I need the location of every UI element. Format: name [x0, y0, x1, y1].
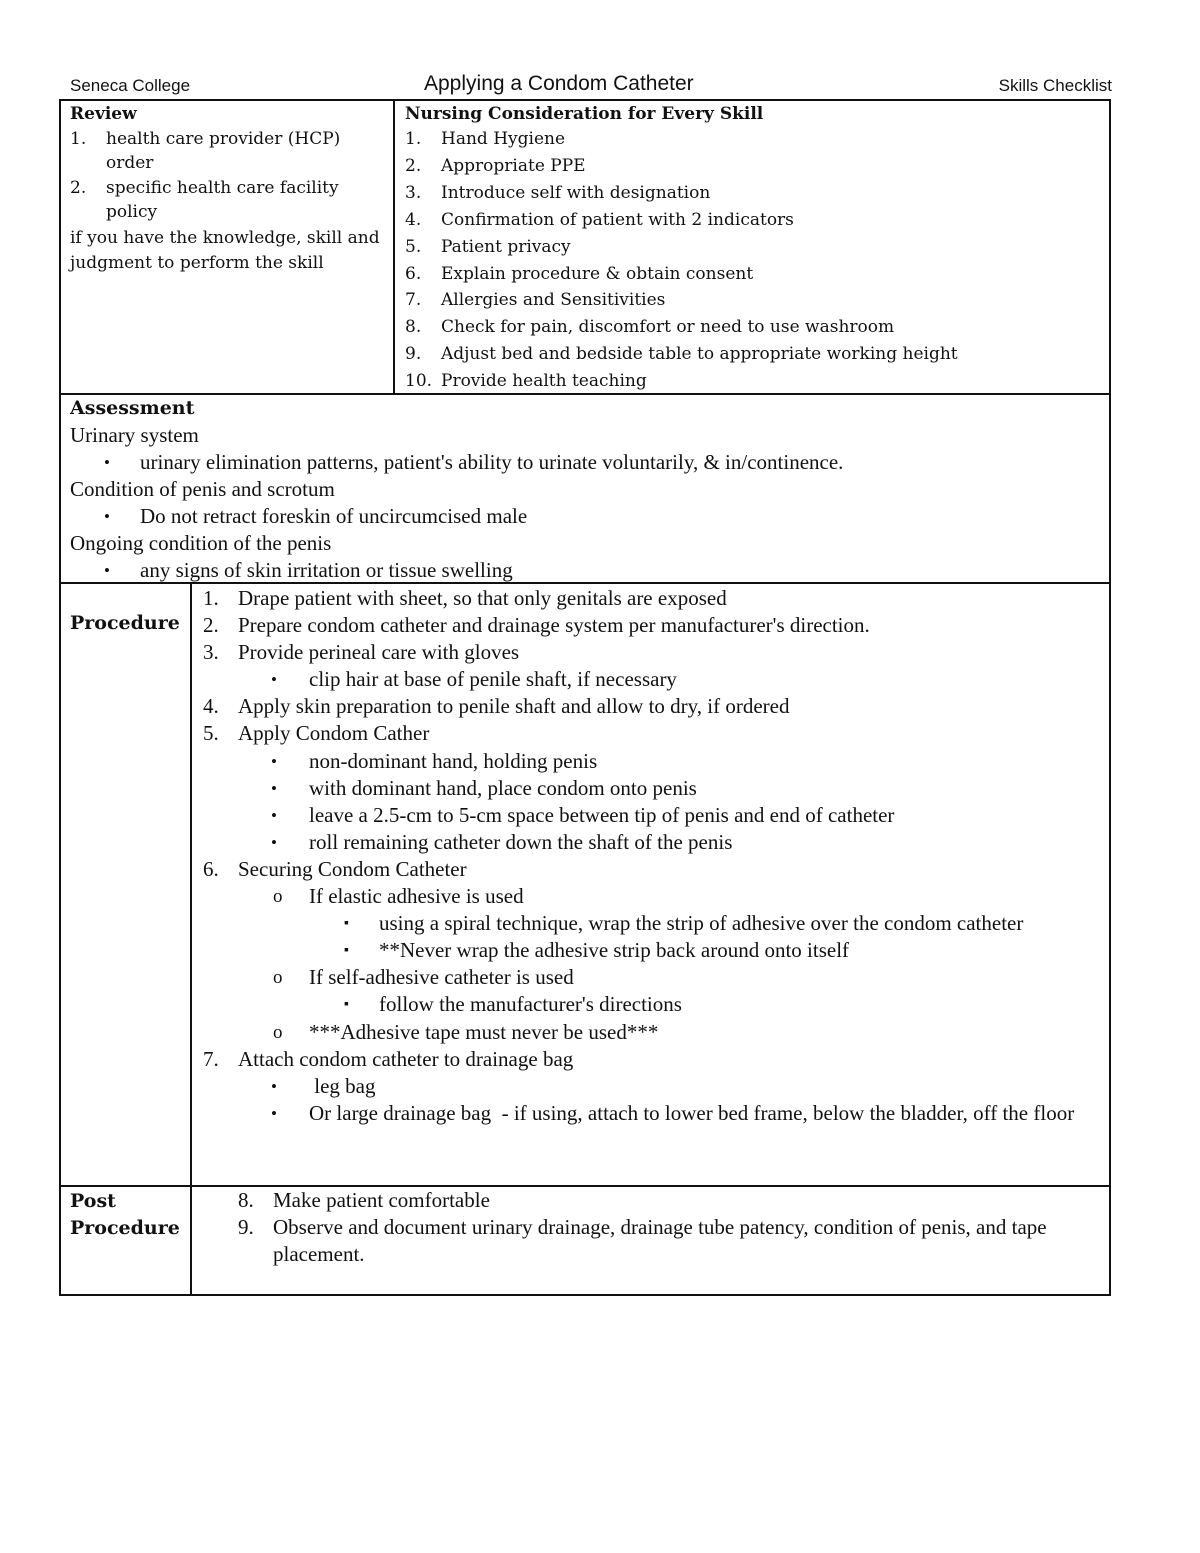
- bullet-icon: •: [271, 832, 277, 852]
- nursing-consideration-cell: [405, 102, 1105, 395]
- substep: o If self-adhesive catheter is used: [203, 964, 1103, 991]
- assessment-bullet: • Do not retract foreskin of uncircumcised male: [104, 504, 528, 528]
- nursing-item: 4. Confirmation of patient with 2 indicators: [405, 209, 794, 230]
- assessment-heading: Urinary system: [70, 423, 199, 447]
- bullet-icon: •: [271, 805, 277, 825]
- nursing-item: 7. Allergies and Sensitivities: [405, 290, 666, 311]
- nursing-list: [405, 126, 1105, 395]
- step-3: 3. Provide perineal care with gloves: [203, 640, 520, 665]
- substep: o ***Adhesive tape must never be used***: [203, 1019, 1103, 1046]
- square-bullet-icon: ▪: [344, 997, 349, 1013]
- nursing-item: 2. Appropriate PPE: [405, 155, 586, 176]
- substep: • roll remaining catheter down the shaft of the penis: [203, 829, 1103, 856]
- bullet-icon: •: [271, 1103, 277, 1123]
- bullet-icon: •: [271, 751, 277, 771]
- substep: o If elastic adhesive is used: [203, 883, 1103, 910]
- substep: • non-dominant hand, holding penis: [203, 748, 1103, 775]
- substep: • leg bag: [203, 1073, 1103, 1100]
- step-9: 9. Observe and document urinary drainage, drainage tube patency, condition of penis, and tape placement.: [238, 1215, 1047, 1266]
- circle-bullet-icon: o: [273, 886, 283, 908]
- circle-bullet-icon: o: [273, 967, 283, 989]
- bullet-icon: •: [104, 453, 110, 472]
- nursing-item: 9. Adjust bed and bedside table to appropriate working height: [405, 344, 958, 365]
- sub-substep: ▪ using a spiral technique, wrap the strip of adhesive over the condom catheter: [203, 910, 1103, 937]
- document-title: Applying a Condom Catheter: [424, 72, 694, 95]
- nursing-item: 5. Patient privacy: [405, 236, 571, 257]
- page-header: [60, 74, 1112, 98]
- substep: • Or large drainage bag - if using, attach to lower bed frame, below the bladder, off the floor: [203, 1100, 1103, 1127]
- step-2: 2. Prepare condom catheter and drainage system per manufacturer's direction.: [203, 613, 870, 638]
- substep: • leave a 2.5-cm to 5-cm space between tip of penis and end of catheter: [203, 802, 1103, 829]
- step-4: 4. Apply skin preparation to penile shaft and allow to dry, if ordered: [203, 694, 790, 719]
- substep: • clip hair at base of penile shaft, if necessary: [203, 666, 1103, 693]
- nursing-item: 10. Provide health teaching: [405, 371, 647, 392]
- review-item: 1. health care provider (HCP) order: [70, 128, 341, 173]
- review-list: [70, 127, 388, 225]
- bullet-icon: •: [104, 561, 110, 580]
- assessment-bullet: • any signs of skin irritation or tissue swelling: [104, 558, 513, 582]
- review-note: if you have the knowledge, skill and judgment to perform the skill: [70, 227, 380, 273]
- step-6: 6. Securing Condom Catheter: [203, 856, 467, 881]
- bullet-icon: •: [271, 778, 277, 798]
- assessment-cell: [70, 395, 1100, 584]
- square-bullet-icon: ▪: [344, 943, 349, 959]
- sub-substep: ▪ **Never wrap the adhesive strip back around onto itself: [203, 937, 1103, 964]
- bullet-icon: •: [271, 670, 277, 690]
- review-divider: [393, 99, 395, 395]
- post-procedure-steps: [238, 1187, 1108, 1268]
- assessment-bullet: • urinary elimination patterns, patient's ability to urinate voluntarily, & in/continence.: [104, 450, 844, 474]
- step-7: 7. Attach condom catheter to drainage bag: [203, 1046, 574, 1071]
- substep: • with dominant hand, place condom onto penis: [203, 775, 1103, 802]
- nursing-title: Nursing Consideration for Every Skill: [405, 104, 764, 124]
- review-title: Review: [70, 104, 137, 124]
- nursing-item: 3. Introduce self with designation: [405, 182, 711, 203]
- procedure-label: Procedure: [70, 612, 180, 634]
- review-cell: [70, 102, 388, 276]
- bullet-icon: •: [104, 507, 110, 526]
- sub-substep: ▪ follow the manufacturer's directions: [203, 991, 1103, 1018]
- assessment-heading: Ongoing condition of the penis: [70, 531, 332, 555]
- bullet-icon: •: [271, 1076, 277, 1096]
- circle-bullet-icon: o: [273, 1021, 283, 1043]
- nursing-item: 1. Hand Hygiene: [405, 129, 566, 149]
- post-procedure-label: Post Procedure: [70, 1190, 180, 1239]
- college-name: Seneca College: [70, 76, 191, 95]
- nursing-item: 8. Check for pain, discomfort or need to use washroom: [405, 317, 895, 338]
- assessment-heading: Condition of penis and scrotum: [70, 477, 335, 501]
- step-8: 8. Make patient comfortable: [238, 1188, 490, 1212]
- review-item: 2. specific health care facility policy: [70, 177, 339, 222]
- assessment-title: Assessment: [70, 397, 195, 419]
- procedure-steps: [203, 585, 1103, 1127]
- nursing-item: 6. Explain procedure & obtain consent: [405, 263, 754, 284]
- step-1: 1. Drape patient with sheet, so that only genitals are exposed: [203, 586, 727, 610]
- step-5: 5. Apply Condom Cather: [203, 721, 430, 746]
- square-bullet-icon: ▪: [344, 916, 349, 932]
- document-type: Skills Checklist: [998, 76, 1112, 95]
- label-column-divider: [190, 582, 192, 1296]
